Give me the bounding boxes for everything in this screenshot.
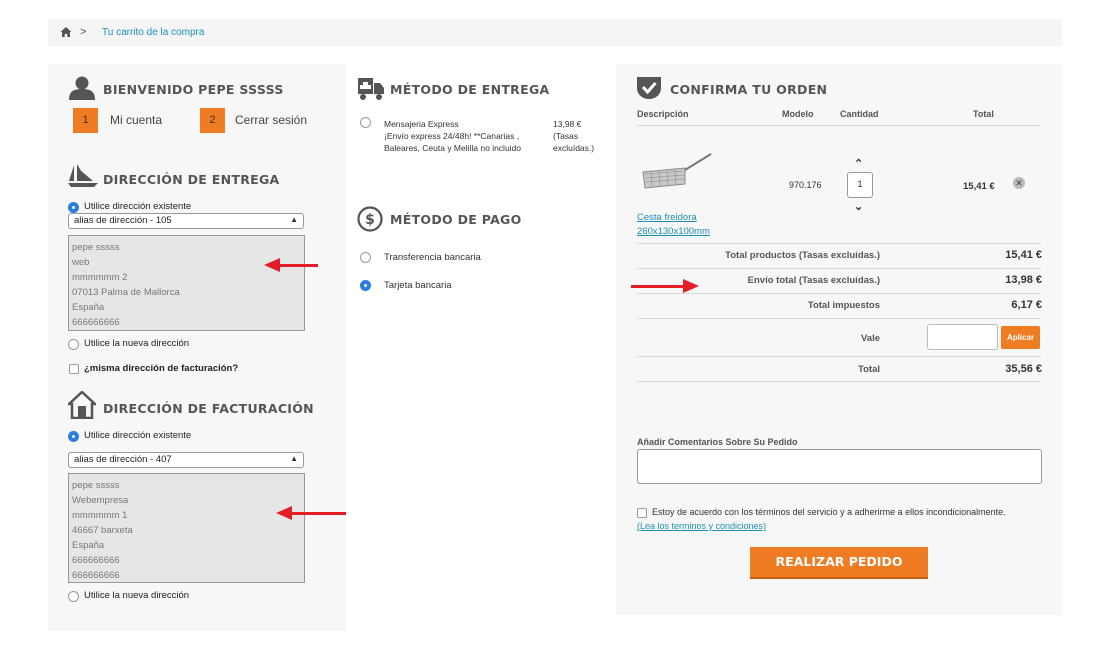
comments-label: Añadir Comentarios Sobre Su Pedido [637, 437, 798, 447]
divider [637, 243, 1041, 244]
terms-link[interactable]: (Lea los terminos y condiciones) [637, 521, 767, 531]
shipping-price-note: excluídas.) [553, 143, 595, 153]
voucher-apply-button[interactable]: Aplicar [1001, 326, 1040, 349]
check-shield-icon [636, 76, 662, 100]
delivery-new-label[interactable]: Utilice la nueva dirección [84, 338, 190, 349]
logout-number[interactable]: 2 [200, 108, 225, 133]
my-account-number[interactable]: 1 [73, 108, 98, 133]
grand-total-label: Total [858, 364, 880, 375]
taxes-label: Total impuestos [807, 300, 880, 311]
shipping-option-name: Mensajeria Express [384, 119, 459, 129]
shipping-method-title: MÉTODO DE ENTREGA [390, 82, 550, 97]
divider [637, 318, 1041, 319]
comments-textarea[interactable] [637, 449, 1042, 484]
billing-existing-label[interactable]: Utilice dirección existente [84, 430, 192, 441]
taxes-value: 6,17 € [1011, 299, 1042, 311]
payment-transfer-radio[interactable] [360, 252, 371, 263]
house-icon [68, 391, 96, 419]
divider [637, 125, 1041, 126]
quantity-increase-icon[interactable]: ⌃ [854, 158, 864, 170]
confirm-order-title: CONFIRMA TU ORDEN [670, 82, 828, 97]
delivery-address-title: DIRECCIÓN DE ENTREGA [103, 172, 280, 187]
select-arrows-icon: ▲ [290, 454, 298, 463]
delivery-address-select-value: alias de dirección - 105 [74, 215, 172, 226]
ship-icon [68, 164, 98, 188]
shipping-total-label: Envío total (Tasas excluídas.) [747, 275, 880, 286]
address-line: pepe sssss [72, 480, 120, 491]
product-name-link[interactable] [637, 211, 710, 239]
shipping-total-value: 13,98 € [1005, 274, 1042, 286]
product-total: 15,41 € [963, 181, 995, 192]
shipping-option[interactable] [384, 118, 544, 154]
address-line: 666666666 [72, 317, 120, 328]
address-line: Webempresa [72, 495, 129, 506]
voucher-label: Vale [860, 333, 880, 344]
product-model: 970.176 [789, 180, 822, 190]
breadcrumb [48, 19, 1062, 46]
home-icon[interactable] [60, 26, 72, 38]
grand-total-value: 35,56 € [1005, 363, 1042, 375]
annotation-arrow [290, 512, 346, 515]
delivery-existing-label[interactable]: Utilice dirección existente [84, 201, 192, 212]
total-products-value: 15,41 € [1005, 249, 1042, 261]
total-products-label: Total productos (Tasas excluídas.) [725, 250, 880, 261]
delivery-address-select[interactable] [68, 213, 304, 229]
billing-new-radio[interactable] [68, 591, 79, 602]
shipping-price-value: 13,98 € [553, 119, 582, 129]
annotation-arrow [278, 264, 318, 267]
truck-icon [357, 77, 385, 101]
quantity-decrease-icon[interactable]: ⌄ [854, 201, 864, 213]
product-image[interactable] [637, 140, 713, 198]
billing-address-select-value: alias de dirección - 407 [74, 454, 172, 465]
voucher-input[interactable] [927, 324, 998, 350]
payment-card-radio[interactable] [360, 280, 371, 291]
dollar-icon [357, 206, 383, 232]
col-header-quantity: Cantidad [840, 109, 879, 119]
address-line: 07013 Palma de Mallorca [72, 287, 180, 298]
address-line: 666666666 [72, 555, 120, 566]
address-line: web [72, 257, 90, 268]
billing-existing-radio[interactable] [68, 431, 79, 442]
delivery-existing-radio[interactable] [68, 202, 79, 213]
payment-card-label[interactable]: Tarjeta bancaria [384, 280, 452, 291]
place-order-button[interactable]: REALIZAR PEDIDO [750, 547, 928, 577]
address-line: 666666666 [72, 570, 120, 581]
remove-item-icon[interactable]: ✕ [1013, 177, 1025, 189]
terms-checkbox[interactable] [637, 508, 647, 518]
address-line: España [72, 540, 105, 551]
logout-link[interactable]: Cerrar sesión [235, 113, 308, 127]
address-line: mmmmmm 2 [72, 272, 128, 283]
shipping-price-note: (Tasas [553, 131, 579, 141]
shipping-option-desc: ¡Envío express 24/48h! **Canarias , [384, 131, 520, 141]
user-icon [68, 76, 96, 100]
breadcrumb-current[interactable]: Tu carrito de la compra [102, 27, 205, 38]
address-line: 46667 barxeta [72, 525, 133, 536]
svg-text:$: $ [365, 212, 375, 228]
quantity-input[interactable]: 1 [847, 172, 873, 198]
address-line: pepe sssss [72, 242, 120, 253]
divider [637, 356, 1041, 357]
payment-transfer-label[interactable]: Transferencia bancaria [384, 252, 481, 263]
billing-address-box [68, 473, 305, 583]
annotation-arrow [631, 285, 685, 288]
shipping-express-radio[interactable] [360, 117, 371, 128]
my-account-link[interactable]: Mi cuenta [110, 113, 163, 127]
divider [637, 268, 1041, 269]
address-line: mmmmmm 1 [72, 510, 128, 521]
address-line: España [72, 302, 105, 313]
shipping-price [553, 118, 594, 154]
col-header-model: Modelo [782, 109, 814, 119]
billing-address-select[interactable] [68, 452, 304, 468]
delivery-new-radio[interactable] [68, 339, 79, 350]
divider [637, 381, 1041, 382]
breadcrumb-separator: > [80, 26, 87, 38]
product-size: 260x130x100mm [637, 226, 710, 237]
terms-text[interactable]: Estoy de acuerdo con los términos del servicio y a adherirme a ellos incondicionalmente. [652, 507, 1006, 517]
same-billing-checkbox[interactable] [69, 364, 79, 374]
product-name: Cesta freidora [637, 212, 697, 223]
divider [637, 293, 1041, 294]
select-arrows-icon: ▲ [290, 215, 298, 224]
shipping-option-desc: Baleares, Ceuta y Melilla no incluido [384, 143, 522, 153]
col-header-description: Descripción [637, 109, 689, 119]
same-billing-label[interactable]: ¿misma dirección de facturación? [84, 363, 239, 374]
delivery-address-box [68, 235, 305, 331]
payment-method-title: MÉTODO DE PAGO [390, 212, 522, 227]
billing-address-title: DIRECCIÓN DE FACTURACIÓN [103, 401, 314, 416]
billing-new-label[interactable]: Utilice la nueva dirección [84, 590, 190, 601]
welcome-title: BIENVENIDO PEPE SSSSS [103, 82, 284, 97]
col-header-total: Total [973, 109, 994, 119]
